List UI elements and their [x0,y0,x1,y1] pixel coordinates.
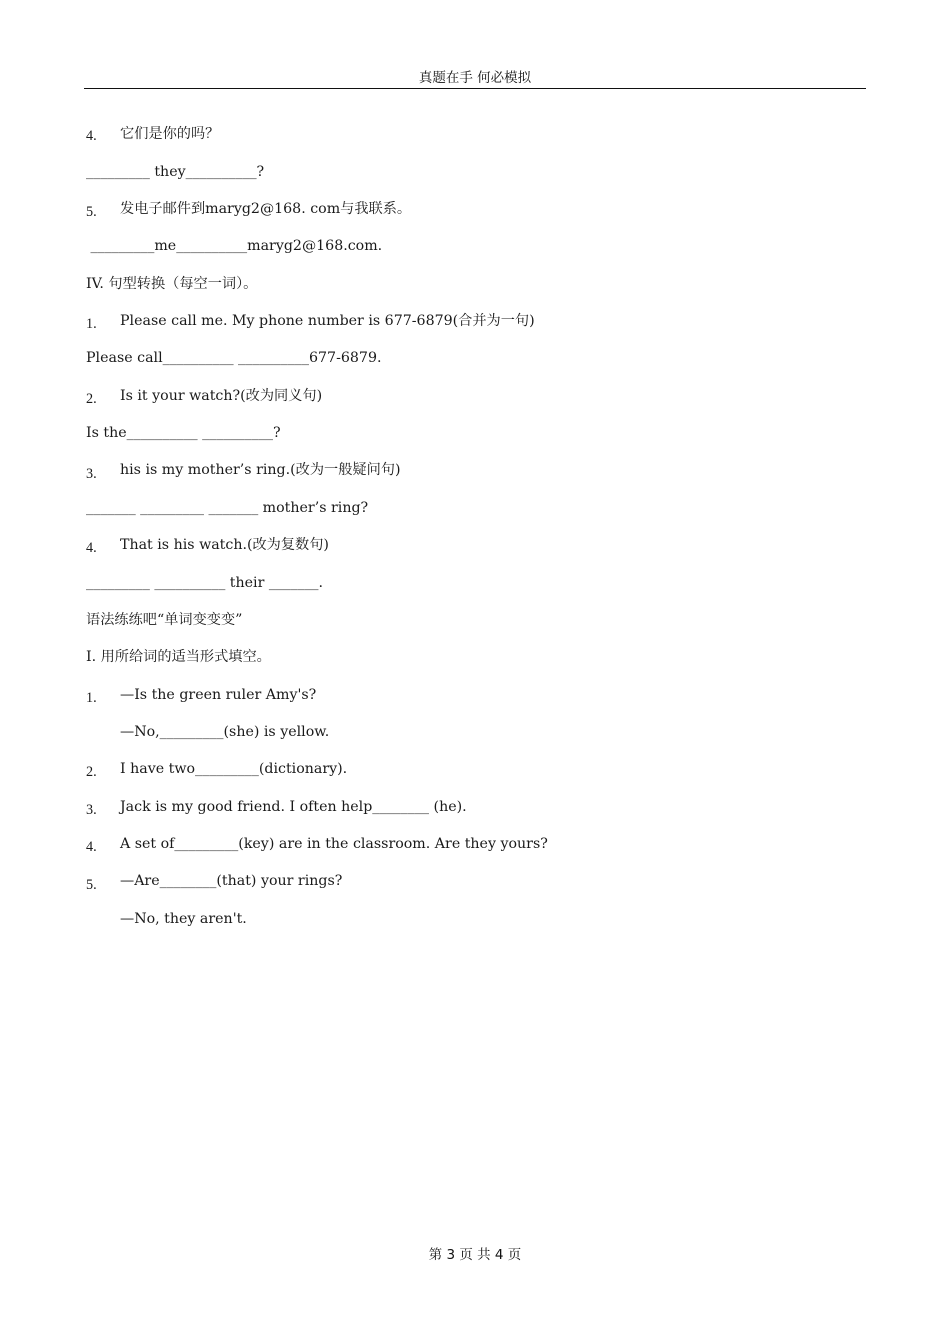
question-text: That is his watch.(改为复数句) [120,537,329,553]
question-text: 发电子邮件到maryg2@168. com与我联系。 [120,201,412,217]
question-text: Please call me. My phone number is 677-6879(合并为一句) [120,313,535,329]
section-heading: I. 用所给词的适当形式填空。 [86,649,271,665]
item-number: 2. [86,764,97,780]
question-text: —No, they aren't. [120,911,247,927]
item-number: 5. [86,204,97,220]
section-heading: IV. 句型转换（每空一词）。 [86,276,258,292]
answer-blank-line: _________ they__________? [86,164,265,180]
item-number: 1. [86,316,97,332]
page-header: 真题在手 何必模拟 [418,70,532,86]
question-text: A set of_________(key) are in the classroom. Are they yours? [120,836,548,852]
question-text: 它们是你的吗？ [120,126,220,142]
question-text: Jack is my good friend. I often help________ (he). [120,799,467,815]
question-text: —Is the green ruler Amy's? [120,687,317,703]
answer-blank-line: _______ _________ _______ mother’s ring? [86,500,369,516]
item-number: 4. [86,839,97,855]
item-number: 4. [86,540,97,556]
answer-blank-line: _________ __________ their _______. [86,575,324,591]
item-number: 3. [86,802,97,818]
answer-blank-line: Please call__________ __________677-6879. [86,350,382,366]
item-number: 4. [86,128,97,144]
header-divider [84,88,866,89]
question-text: Is it your watch?(改为同义句) [120,388,323,404]
section-title: 语法练练吧“单词变变变” [86,612,243,628]
question-text: his is my mother’s ring.(改为一般疑问句) [120,462,401,478]
question-text: I have two_________(dictionary). [120,761,348,777]
question-text: —No,_________(she) is yellow. [120,724,330,740]
item-number: 5. [86,877,97,893]
question-text: —Are________(that) your rings? [120,873,343,889]
item-number: 1. [86,690,97,706]
item-number: 3. [86,466,97,482]
answer-blank-line: _________me__________maryg2@168.com. [86,238,383,254]
answer-blank-line: Is the__________ __________? [86,425,281,441]
item-number: 2. [86,391,97,407]
page-footer: 第 3 页 共 4 页 [428,1247,522,1263]
